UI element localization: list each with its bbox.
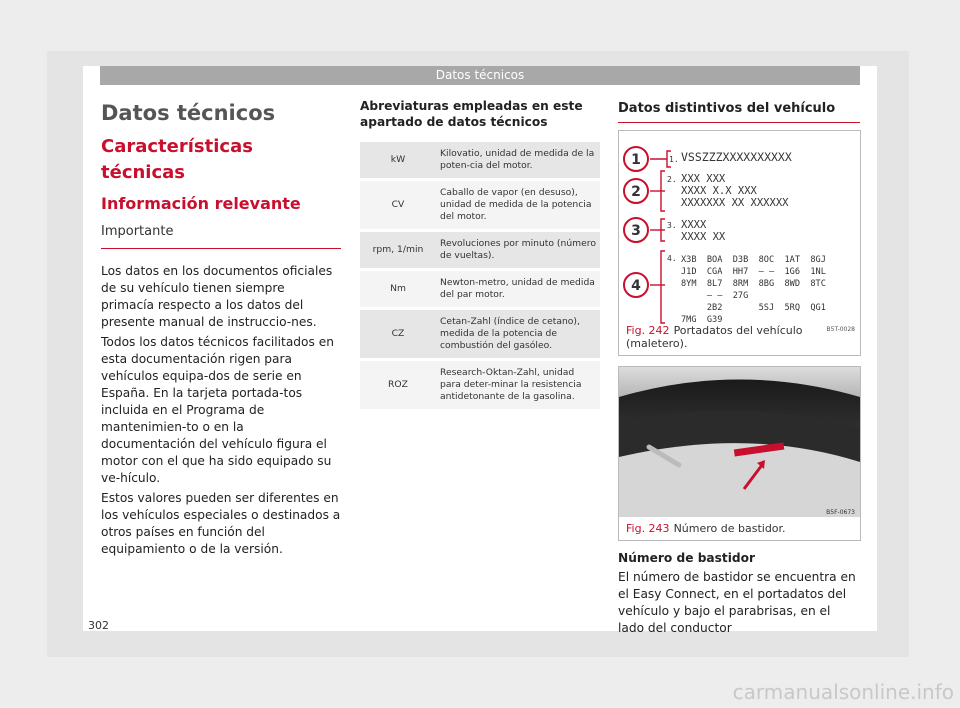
desc-cell: Revoluciones por minuto (número de vueltas). bbox=[436, 231, 600, 270]
plate-line: X3B BOA D3B 8OC 1AT 8GJ bbox=[681, 255, 826, 265]
topic-title: Importante bbox=[101, 222, 341, 249]
plate-line: 2B2 5SJ 5RQ QG1 bbox=[681, 303, 826, 313]
plate-line: – – 27G bbox=[681, 291, 749, 301]
page-number: 302 bbox=[88, 619, 109, 632]
plate-line: XXXX XX bbox=[681, 231, 726, 243]
plate-line: 8YM 8L7 8RM 8BG 8WD 8TC bbox=[681, 279, 826, 289]
figure-code: B5T-0028 bbox=[826, 326, 855, 333]
plate-line: XXX XXX bbox=[681, 173, 726, 185]
plate-line: XXXX bbox=[681, 219, 707, 231]
plate-line: XXXX X.X XXX bbox=[681, 185, 757, 197]
vin-line: VSSZZZXXXXXXXXXX bbox=[681, 150, 792, 164]
windshield-photo bbox=[619, 367, 860, 517]
plate-line: XXXXXXX XX XXXXXX bbox=[681, 197, 789, 209]
paragraph: Estos valores pueden ser diferentes en los vehículos especiales o destinados a otros países en función del equipamiento o de la versión. bbox=[101, 491, 341, 556]
line-label: 3. bbox=[667, 221, 677, 230]
callout-3-label: 3 bbox=[631, 223, 641, 239]
abbr-cell: kW bbox=[360, 142, 436, 180]
figure-number: Fig. 243 bbox=[626, 522, 670, 535]
running-header: Datos técnicos bbox=[100, 66, 860, 85]
chapter-title: Datos técnicos bbox=[101, 101, 276, 125]
vin-title: Número de bastidor bbox=[618, 551, 756, 565]
left-column bbox=[101, 98, 341, 561]
figure-windshield bbox=[618, 366, 861, 541]
callout-2-label: 2 bbox=[631, 184, 641, 200]
abbr-cell: ROZ bbox=[360, 360, 436, 411]
figure-number: Fig. 242 bbox=[626, 324, 670, 337]
caption-text: Portadatos del vehículo (maletero). bbox=[626, 324, 803, 350]
callout-1-label: 1 bbox=[631, 152, 641, 168]
abbreviations-title: Abreviaturas empleadas en este apartado de datos técnicos bbox=[360, 99, 583, 129]
plate-line: J1D CGA HH7 – – 1G6 1NL bbox=[681, 267, 826, 277]
desc-cell: Caballo de vapor (en desuso), unidad de medida de la potencia del motor. bbox=[436, 180, 600, 231]
subsection-title: Información relevante bbox=[101, 194, 301, 213]
plate-line: 7MG G39 bbox=[681, 315, 723, 325]
data-plate-illustration bbox=[619, 131, 860, 355]
vin-text: El número de bastidor se encuentra en el Easy Connect, en el portadatos del vehículo y bajo el parabrisas, en el lado del conductor bbox=[618, 570, 856, 635]
paragraph: Los datos en los documentos oficiales de su vehículo tienen siempre primacía respecto a los datos del presente manual de instruccio-nes. bbox=[101, 264, 333, 329]
figure-data-plate bbox=[618, 130, 861, 356]
table-row bbox=[360, 231, 600, 270]
table-row bbox=[360, 142, 600, 180]
vehicle-data-title: Datos distintivos del vehículo bbox=[618, 98, 860, 123]
section-title: Características técnicas bbox=[101, 136, 253, 183]
watermark: carmanualsonline.info bbox=[732, 680, 954, 704]
vin-section bbox=[618, 550, 860, 637]
table-row bbox=[360, 180, 600, 231]
caption-text: Número de bastidor. bbox=[673, 522, 786, 535]
abbr-cell: CV bbox=[360, 180, 436, 231]
line-label: 1. bbox=[669, 155, 679, 164]
abbr-cell: rpm, 1/min bbox=[360, 231, 436, 270]
line-label: 2. bbox=[667, 175, 677, 184]
body-text bbox=[101, 263, 341, 558]
abbreviations-table bbox=[360, 142, 600, 412]
callout-4-label: 4 bbox=[631, 278, 641, 294]
abbreviations-column bbox=[360, 98, 600, 412]
table-row bbox=[360, 360, 600, 411]
desc-cell: Cetan-Zahl (índice de cetano), medida de la potencia de combustión del gasóleo. bbox=[436, 309, 600, 360]
right-column bbox=[618, 98, 860, 123]
table-row bbox=[360, 270, 600, 309]
desc-cell: Research-Oktan-Zahl, unidad para deter-minar la resistencia antidetonante de la gasolina. bbox=[436, 360, 600, 411]
table-row bbox=[360, 309, 600, 360]
line-label: 4. bbox=[667, 254, 677, 263]
abbr-cell: CZ bbox=[360, 309, 436, 360]
figure-caption bbox=[626, 522, 786, 535]
desc-cell: Kilovatio, unidad de medida de la poten-cia del motor. bbox=[436, 142, 600, 180]
abbr-cell: Nm bbox=[360, 270, 436, 309]
desc-cell: Newton-metro, unidad de medida del par motor. bbox=[436, 270, 600, 309]
figure-code: B5F-0673 bbox=[826, 509, 855, 516]
paragraph: Todos los datos técnicos facilitados en esta documentación rigen para vehículos equipa-dos de serie en España. En la tarjeta portada-tos incluida en el Programa de mantenimien-to o en la documentación del vehículo figura el motor con el que ha sido equipado su ve-hículo. bbox=[101, 335, 334, 485]
figure-caption bbox=[626, 324, 860, 350]
